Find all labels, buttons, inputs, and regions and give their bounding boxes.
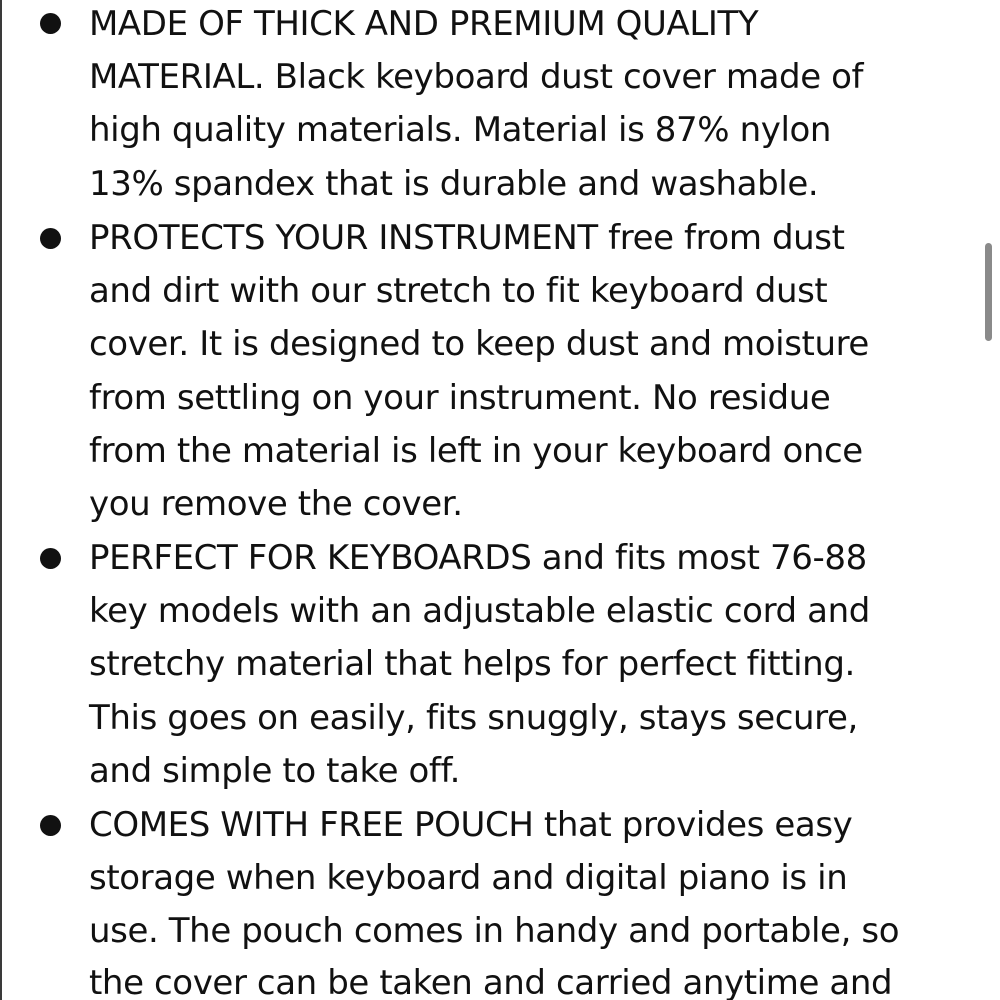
bullet-line: and dirt with our stretch to fit keyboard dust <box>89 271 828 311</box>
bullet-line: from settling on your instrument. No residue <box>89 378 831 418</box>
bullet-line: 13% spandex that is durable and washable. <box>89 164 819 204</box>
bullet-line: COMES WITH FREE POUCH that provides easy <box>89 805 853 845</box>
bullet-line: PROTECTS YOUR INSTRUMENT free from dust <box>89 218 845 258</box>
bullet-line: This goes on easily, fits snuggly, stays secure, <box>89 698 858 738</box>
bullet-line: MATERIAL. Black keyboard dust cover made of <box>89 57 864 97</box>
bullet-dot-icon <box>40 548 61 569</box>
bullet-line: stretchy material that helps for perfect fitting. <box>89 644 855 684</box>
bullet-line: you remove the cover. <box>89 484 463 524</box>
bullet-line: storage when keyboard and digital piano is in <box>89 858 848 898</box>
bullet-line: key models with an adjustable elastic cord and <box>89 591 870 631</box>
left-divider <box>0 0 2 1000</box>
bullet-line: from the material is left in your keyboard once <box>89 431 863 471</box>
bullet-line: and simple to take off. <box>89 751 460 791</box>
bullet-line: PERFECT FOR KEYBOARDS and fits most 76-88 <box>89 538 867 578</box>
bullet-line: high quality materials. Material is 87% nylon <box>89 110 832 150</box>
bullet-line: the cover can be taken and carried anytime and <box>89 963 893 1000</box>
bullet-dot-icon <box>40 228 61 249</box>
bullet-line: MADE OF THICK AND PREMIUM QUALITY <box>89 4 759 44</box>
bullet-dot-icon <box>40 815 61 836</box>
bullet-line: cover. It is designed to keep dust and moisture <box>89 324 869 364</box>
bullet-line: use. The pouch comes in handy and portable, so <box>89 911 900 951</box>
bullet-dot-icon <box>40 13 61 34</box>
scrollbar-thumb[interactable] <box>985 243 992 341</box>
